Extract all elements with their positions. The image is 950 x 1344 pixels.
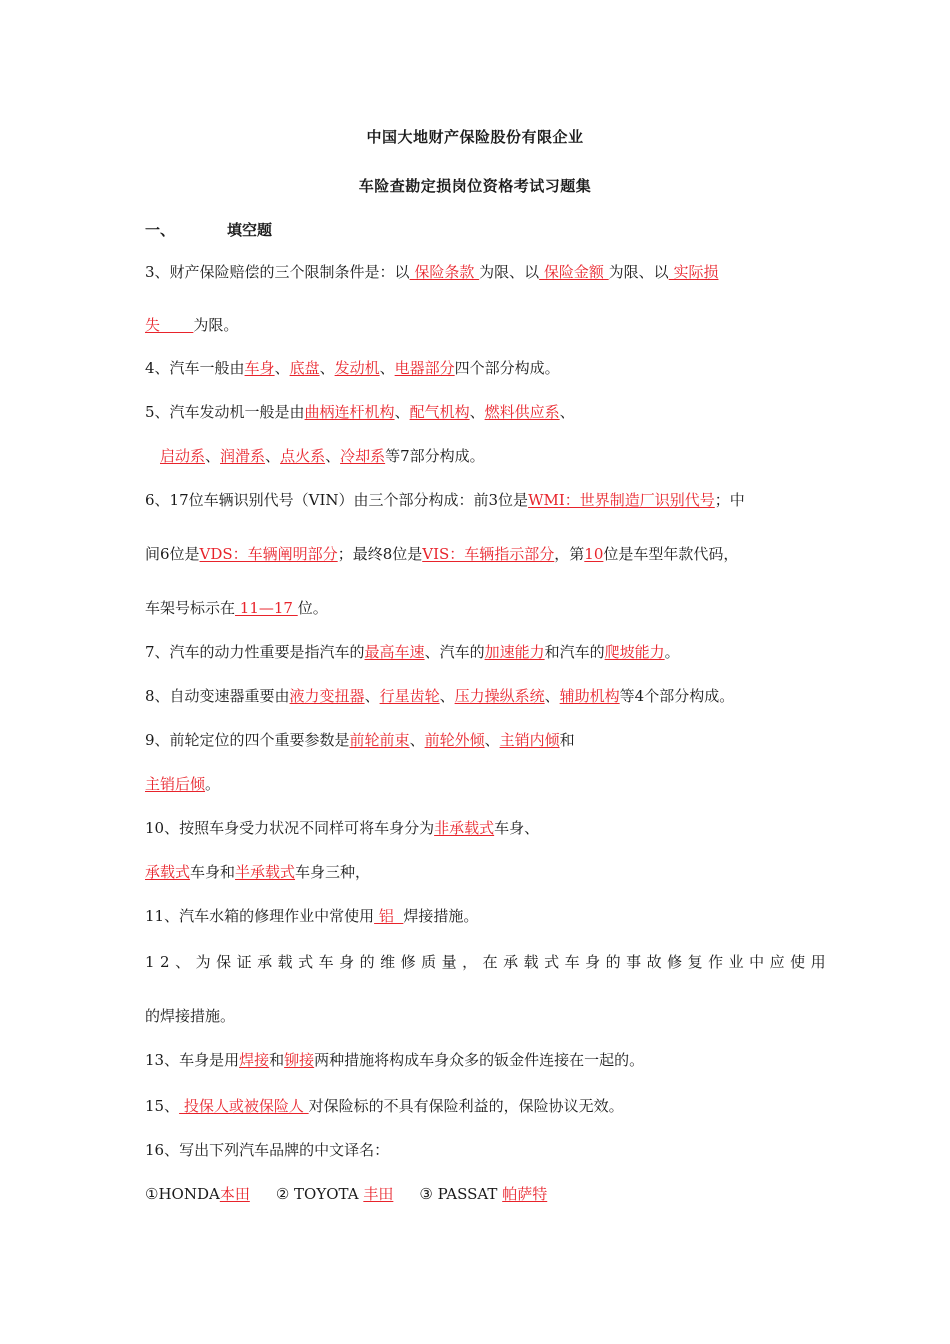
- answer-blank: 车身: [244, 359, 275, 377]
- separator: 、: [205, 447, 221, 465]
- question-text: 3、财产保险赔偿的三个限制条件是：以: [145, 263, 410, 281]
- answer-blank: 铆接: [284, 1051, 315, 1069]
- separator: 、: [325, 447, 341, 465]
- separator: 、: [484, 731, 500, 749]
- section-heading: [145, 219, 272, 240]
- answer-blank: 爬坡能力: [604, 643, 665, 661]
- question-text: 间6位是: [145, 545, 200, 563]
- question-text: 车身和: [190, 863, 236, 881]
- answer-blank: 10: [584, 545, 604, 563]
- question-text: ，第: [554, 545, 585, 563]
- question-text: 为限、以: [608, 263, 669, 281]
- separator: 、: [409, 731, 425, 749]
- brand-label: ② TOYOTA: [275, 1185, 364, 1203]
- answer-blank: 行星齿轮: [379, 687, 440, 705]
- question-text: 15、: [145, 1097, 180, 1115]
- answer-blank: 本田: [219, 1185, 250, 1203]
- brand-label: ①HONDA: [145, 1185, 220, 1203]
- question-text: 13、车身是用: [145, 1051, 240, 1069]
- answer-blank: 焊接: [239, 1051, 270, 1069]
- answer-blank: 燃料供应系: [484, 403, 560, 421]
- question-text: 车身三种，: [295, 863, 371, 881]
- question-text: 5、汽车发动机一般是由: [145, 403, 305, 421]
- answer-blank: 帕萨特: [502, 1185, 548, 1203]
- separator: 、: [394, 403, 410, 421]
- answer-blank: 冷却系: [340, 447, 386, 465]
- answer-blank: 发动机: [334, 359, 380, 377]
- question-text: 两种措施将构成车身众多的钣金件连接在一起的。: [314, 1051, 645, 1069]
- answer-blank: 丰田: [363, 1185, 394, 1203]
- answer-blank: VDS：车辆阐明部分: [199, 545, 338, 563]
- question-text: 16、写出下列汽车品牌的中文译名：: [145, 1141, 390, 1159]
- answer-blank: 曲柄连杆机构: [304, 403, 395, 421]
- question-text: 的焊接措施。: [145, 1007, 236, 1025]
- answer-blank: 启动系: [160, 447, 206, 465]
- question-text: 对保险标的不具有保险利益的，保险协议无效。: [308, 1097, 624, 1115]
- answer-blank: 底盘: [289, 359, 320, 377]
- question-text: 和汽车的: [544, 643, 605, 661]
- document-title: 中国大地财产保险股份有限企业: [366, 128, 584, 146]
- question-12-line-1: [145, 952, 831, 972]
- question-text: 为限、以: [479, 263, 540, 281]
- answer-blank: 压力操纵系统: [454, 687, 545, 705]
- question-text: 等7部分构成。: [385, 447, 485, 465]
- question-text: ；中: [714, 491, 745, 509]
- question-text: 为限。: [193, 316, 239, 334]
- separator: 、: [364, 687, 380, 705]
- question-text: 位。: [297, 599, 328, 617]
- question-text: 焊接措施。: [403, 907, 479, 925]
- question-text: 等4个部分构成。: [619, 687, 735, 705]
- question-text: 12、为保证承载式车身的维修质量，在承载式车身的事故修复作业中应使用: [145, 953, 832, 971]
- question-text: 车身、: [494, 819, 540, 837]
- answer-blank: 铝: [374, 907, 404, 925]
- question-10-line-2: [145, 862, 370, 882]
- answer-blank: 前轮外倾: [424, 731, 485, 749]
- answer-blank: 配气机构: [409, 403, 470, 421]
- answer-blank: 投保人或被保险人: [179, 1097, 309, 1115]
- question-9-line-1: [145, 730, 575, 750]
- question-6-line-1: [145, 490, 745, 510]
- question-text: 11、汽车水箱的修理作业中常使用: [145, 907, 375, 925]
- section-number: 一、: [145, 221, 176, 239]
- separator: 、: [559, 403, 575, 421]
- question-16-answers: [145, 1184, 547, 1204]
- question-16: [145, 1140, 389, 1160]
- question-text: 车架号标示在: [145, 599, 236, 617]
- question-text: ；最终8位是: [337, 545, 423, 563]
- answer-blank: 辅助机构: [559, 687, 620, 705]
- answer-blank: 主销后倾: [145, 775, 206, 793]
- question-text: 和: [559, 731, 575, 749]
- question-text: 。: [205, 775, 221, 793]
- answer-blank: 点火系: [280, 447, 326, 465]
- question-5-line-1: [145, 402, 575, 422]
- answer-blank: 承载式: [145, 863, 191, 881]
- answer-blank: 主销内倾: [499, 731, 560, 749]
- answer-blank: VIS：车辆指示部分: [422, 545, 555, 563]
- brand-label: ③ PASSAT: [419, 1185, 503, 1203]
- question-6-line-3: [145, 598, 328, 618]
- answer-blank: 加速能力: [484, 643, 545, 661]
- answer-blank: 实际损: [668, 263, 719, 281]
- question-text: 、汽车的: [424, 643, 485, 661]
- answer-blank: 非承载式: [434, 819, 495, 837]
- answer-blank: 11—17: [235, 599, 298, 617]
- question-text: 4、汽车一般由: [145, 359, 245, 377]
- question-text: 和: [269, 1051, 285, 1069]
- question-text: 6、17位车辆识别代号（VIN）由三个部分构成：前3位是: [145, 491, 529, 509]
- question-text: 10、按照车身受力状况不同样可将车身分为: [145, 819, 435, 837]
- document-subtitle: 车险查勘定损岗位资格考试习题集: [358, 177, 592, 195]
- answer-blank: 前轮前束: [349, 731, 410, 749]
- separator: 、: [379, 359, 395, 377]
- question-text: 9、前轮定位的四个重要参数是: [145, 731, 350, 749]
- answer-blank: WMI：世界制造厂识别代号: [528, 491, 715, 509]
- separator: 、: [319, 359, 335, 377]
- answer-blank: 液力变扭器: [289, 687, 365, 705]
- question-text: 8、自动变速器重要由: [145, 687, 290, 705]
- question-3-line-1: [145, 262, 718, 282]
- question-text: 四个部分构成。: [454, 359, 560, 377]
- question-12-line-2: [145, 1006, 235, 1026]
- question-6-line-2: [145, 544, 738, 564]
- question-7: [145, 642, 680, 662]
- separator: 、: [265, 447, 281, 465]
- question-text: 7、汽车的动力性重要是指汽车的: [145, 643, 365, 661]
- question-10-line-1: [145, 818, 539, 838]
- answer-blank: 保险金额: [539, 263, 609, 281]
- answer-blank: 失: [145, 316, 194, 334]
- question-5-line-2: [160, 446, 485, 466]
- question-15: [145, 1096, 624, 1116]
- separator: 、: [274, 359, 290, 377]
- separator: 、: [439, 687, 455, 705]
- question-13: [145, 1050, 644, 1070]
- section-title: 填空题: [227, 221, 273, 239]
- answer-blank: 保险条款: [409, 263, 480, 281]
- question-9-line-2: [145, 774, 220, 794]
- question-3-line-2: [145, 315, 238, 335]
- question-text: 位是车型年款代码，: [603, 545, 739, 563]
- answer-blank: 半承载式: [235, 863, 296, 881]
- answer-blank: 最高车速: [364, 643, 425, 661]
- question-11: [145, 906, 478, 926]
- question-text: 。: [664, 643, 680, 661]
- separator: 、: [469, 403, 485, 421]
- answer-blank: 润滑系: [220, 447, 266, 465]
- separator: 、: [544, 687, 560, 705]
- question-8: [145, 686, 734, 706]
- answer-blank: 电器部分: [394, 359, 455, 377]
- question-4: [145, 358, 560, 378]
